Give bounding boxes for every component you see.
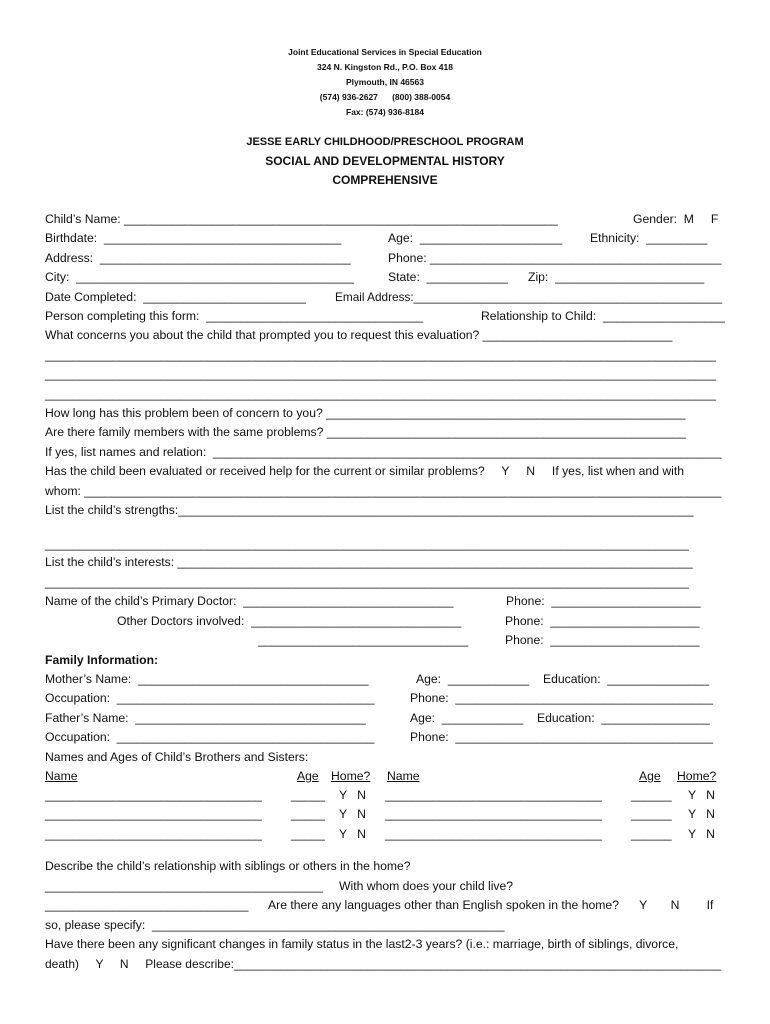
sibling-name-field[interactable]: ________________________________ xyxy=(45,807,262,821)
sibling-home-header-right: Home? xyxy=(677,769,717,783)
sibling-name-header-right: Name xyxy=(387,769,420,783)
other-doctors-phone-field-2[interactable]: Phone: ______________________ xyxy=(505,633,700,647)
sibling-home-yn[interactable]: Y N xyxy=(339,827,366,841)
live-with-field[interactable]: ______________________________ xyxy=(45,898,249,912)
sibling-home-yn[interactable]: Y N xyxy=(339,807,366,821)
zip-field[interactable]: Zip: ______________________ xyxy=(528,270,705,284)
sibling-name-header-left: Name xyxy=(45,769,78,783)
father-age-field[interactable]: Age: ____________ xyxy=(410,711,524,725)
sibling-home-header-left: Home? xyxy=(331,769,371,783)
family-same-problems-field[interactable]: Are there family members with the same problems? _____________________________________________________ xyxy=(45,425,687,439)
sibling-home-yn[interactable]: Y N xyxy=(688,827,715,841)
sibling-age-field[interactable]: ______ xyxy=(631,827,672,841)
concerns-line-1[interactable]: ___________________________________________________________________________________________________ xyxy=(45,348,717,362)
date-completed-field[interactable]: Date Completed: ________________________ xyxy=(45,290,306,304)
strengths-line-2[interactable]: _______________________________________________________________________________________________ xyxy=(45,537,689,551)
sibling-name-field[interactable]: ________________________________ xyxy=(385,807,602,821)
primary-doctor-field[interactable]: Name of the child’s Primary Doctor: _______________________________ xyxy=(45,594,454,608)
other-doctors-phone-field[interactable]: Phone: ______________________ xyxy=(505,614,700,628)
gender-field[interactable]: Gender: M F xyxy=(633,212,719,226)
mother-occupation-field[interactable]: Occupation: ______________________________________ xyxy=(45,691,375,705)
interests-line-2[interactable]: _______________________________________________________________________________________________ xyxy=(45,575,689,589)
sibling-name-field[interactable]: ________________________________ xyxy=(45,827,262,841)
strengths-field[interactable]: List the child’s strengths:____________________________________________________________________________ xyxy=(45,503,694,517)
state-field[interactable]: State: ____________ xyxy=(388,270,508,284)
sibling-home-yn[interactable]: Y N xyxy=(688,807,715,821)
other-doctors-field[interactable]: Other Doctors involved: _______________________________ xyxy=(117,614,462,628)
father-education-field[interactable]: Education: ________________ xyxy=(537,711,710,725)
child-name-field[interactable]: Child’s Name: ________________________________________________________________ xyxy=(45,212,558,226)
family-changes-question: Have there been any significant changes in family status in the last2-3 years? (i.e.: marriage, birth of siblings, divorce, xyxy=(45,937,679,951)
concerns-line-2[interactable]: ___________________________________________________________________________________________________ xyxy=(45,367,717,381)
birthdate-field[interactable]: Birthdate: ___________________________________ xyxy=(45,231,342,245)
phone-field[interactable]: Phone: ___________________________________________ xyxy=(388,251,722,265)
sibling-home-yn[interactable]: Y N xyxy=(339,788,366,802)
sibling-home-yn[interactable]: Y N xyxy=(688,788,715,802)
sibling-relationship-field[interactable]: _________________________________________ xyxy=(45,879,323,893)
live-with-question: With whom does your child live? xyxy=(339,879,514,893)
org-phones: (574) 936-2627 (800) 388-0054 xyxy=(319,92,451,102)
sibling-name-field[interactable]: ________________________________ xyxy=(385,827,602,841)
primary-doctor-phone-field[interactable]: Phone: ______________________ xyxy=(506,594,701,608)
sibling-name-field[interactable]: ________________________________ xyxy=(45,788,262,802)
languages-specify-field[interactable]: so, please specify: ____________________________________________________ xyxy=(45,918,505,932)
sibling-name-field[interactable]: ________________________________ xyxy=(385,788,602,802)
concerns-field[interactable]: What concerns you about the child that prompted you to request this evaluation? ____________________________ xyxy=(45,328,673,342)
father-occupation-field[interactable]: Occupation: ______________________________________ xyxy=(45,730,375,744)
other-doctors-field-2[interactable]: _______________________________ xyxy=(258,633,469,647)
sibling-age-header-left: Age xyxy=(297,769,319,783)
org-address-line2: Plymouth, IN 46563 xyxy=(346,77,424,87)
evaluated-whom-field[interactable]: whom: ______________________________________________________________________________________________ xyxy=(45,484,722,498)
mother-phone-field[interactable]: Phone: ______________________________________ xyxy=(410,691,713,705)
father-name-field[interactable]: Father’s Name: __________________________________ xyxy=(45,711,366,725)
sibling-relationship-question: Describe the child’s relationship with siblings or others in the home? xyxy=(45,859,411,873)
siblings-label: Names and Ages of Child’s Brothers and Sisters: xyxy=(45,750,309,764)
sibling-age-field[interactable]: _____ xyxy=(291,788,325,802)
program-title: JESSE EARLY CHILDHOOD/PRESCHOOL PROGRAM xyxy=(246,136,524,148)
family-relations-field[interactable]: If yes, list names and relation: ___________________________________________________________________________ xyxy=(45,445,722,459)
mother-education-field[interactable]: Education: _______________ xyxy=(543,672,710,686)
org-address-line1: 324 N. Kingston Rd., P.O. Box 418 xyxy=(317,62,453,72)
org-fax: Fax: (574) 936-8184 xyxy=(346,107,424,117)
sibling-age-field[interactable]: _____ xyxy=(291,807,325,821)
sibling-age-header-right: Age xyxy=(639,769,661,783)
sibling-age-field[interactable]: ______ xyxy=(631,807,672,821)
sibling-age-field[interactable]: _____ xyxy=(291,827,325,841)
ethnicity-field[interactable]: Ethnicity: _________ xyxy=(590,231,708,245)
mother-name-field[interactable]: Mother’s Name: __________________________________ xyxy=(45,672,369,686)
org-name: Joint Educational Services in Special Education xyxy=(288,47,482,57)
languages-question[interactable]: Are there any languages other than English spoken in the home? Y N If xyxy=(268,898,714,912)
concerns-line-3[interactable]: ___________________________________________________________________________________________________ xyxy=(45,387,717,401)
address-field[interactable]: Address: _____________________________________ xyxy=(45,251,351,265)
how-long-field[interactable]: How long has this problem been of concern to you? _____________________________________________________ xyxy=(45,406,686,420)
evaluated-question[interactable]: Has the child been evaluated or received help for the current or similar problems? Y N If yes, list when and with xyxy=(45,464,685,478)
form-subtitle: COMPREHENSIVE xyxy=(332,173,438,187)
father-phone-field[interactable]: Phone: ______________________________________ xyxy=(410,730,713,744)
interests-field[interactable]: List the child’s interests: ____________________________________________________________________________ xyxy=(45,555,693,569)
relationship-field[interactable]: Relationship to Child: __________________ xyxy=(481,309,725,323)
family-info-heading: Family Information: xyxy=(45,653,159,667)
sibling-age-field[interactable]: ______ xyxy=(631,788,672,802)
email-field[interactable]: Email Address:_______________________________________________ xyxy=(335,290,723,304)
age-field[interactable]: Age: _____________________ xyxy=(388,231,563,245)
person-completing-field[interactable]: Person completing this form: ________________________________ xyxy=(45,309,424,323)
city-field[interactable]: City: _________________________________________ xyxy=(45,270,355,284)
mother-age-field[interactable]: Age: ____________ xyxy=(416,672,530,686)
form-title: SOCIAL AND DEVELOPMENTAL HISTORY xyxy=(265,154,505,168)
family-changes-field[interactable]: death) Y N Please describe:_________________________________________________________________________ xyxy=(45,957,722,971)
